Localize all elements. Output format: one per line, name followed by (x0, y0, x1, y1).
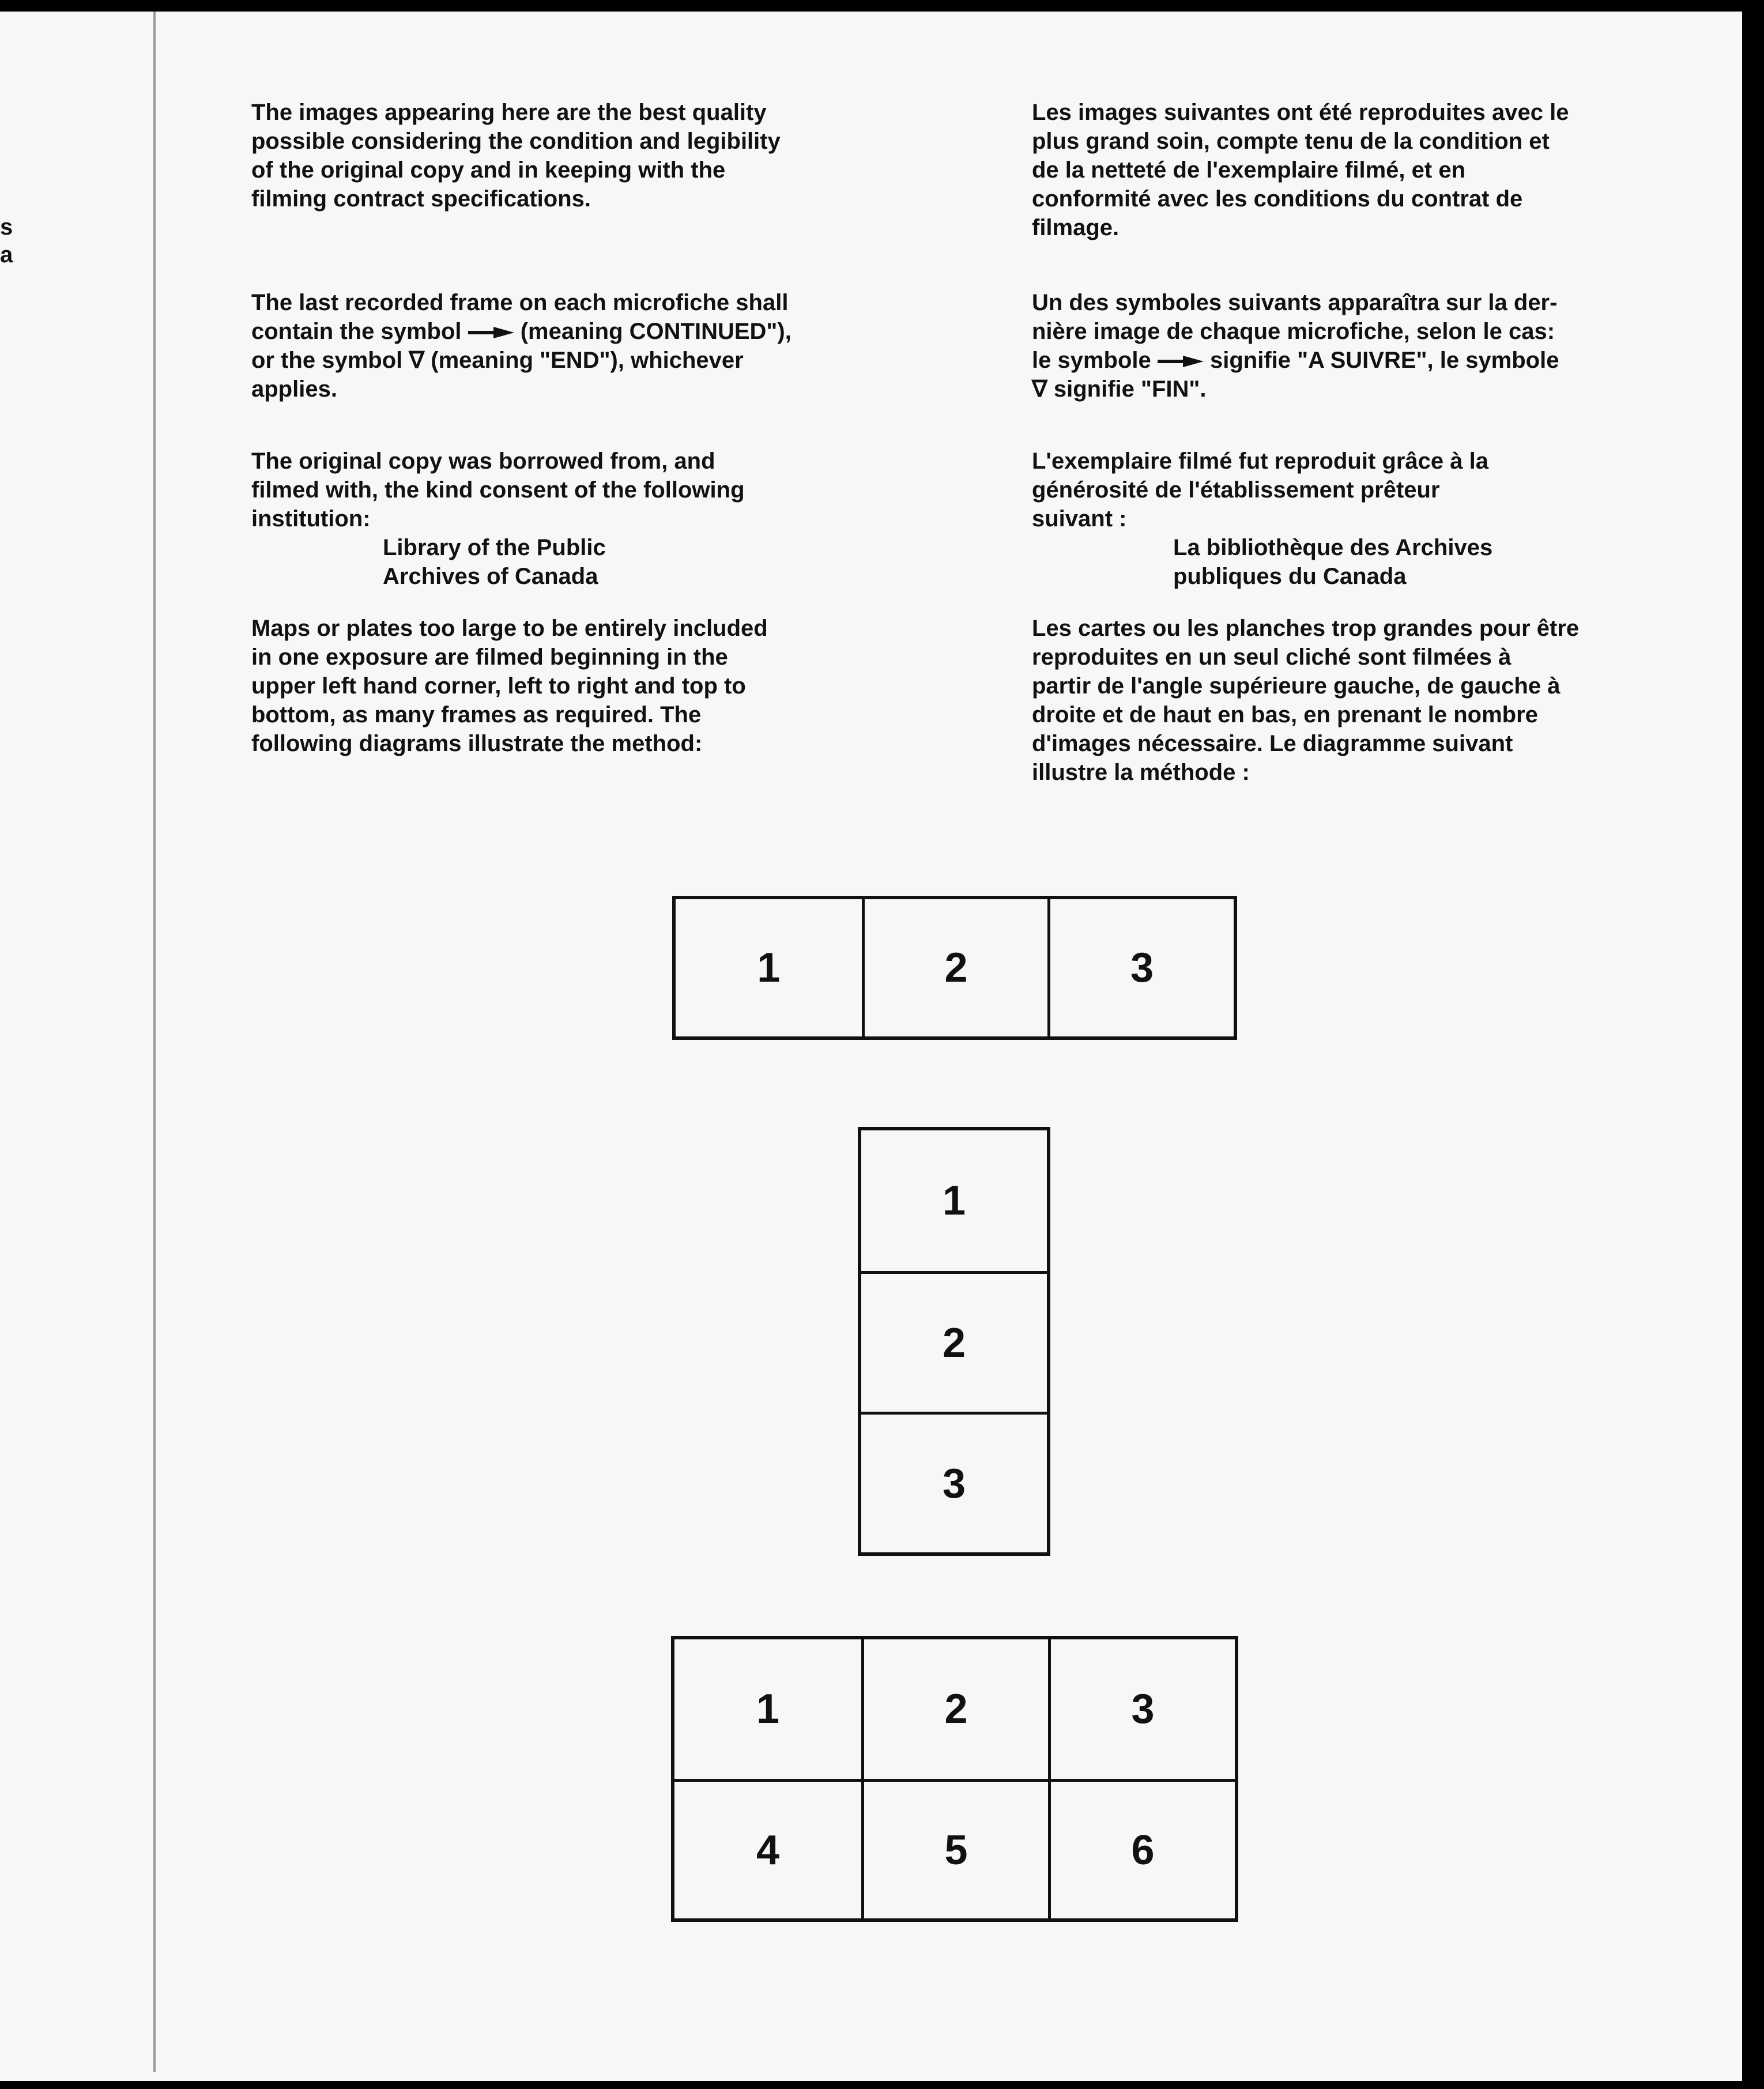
french-consent-paragraph: L'exemplaire filmé fut reproduit grâce à la générosité de l'établissement prêteur suivant : (1032, 448, 1488, 531)
diagram-grid-two-by-three (671, 1636, 1238, 1922)
english-symbol-paragraph (251, 288, 909, 404)
french-symbol-text-b: signifie "A SUIVRE", le symbole ∇ signifie "FIN". (1032, 348, 1559, 402)
frame-cell: 3 (1048, 1639, 1235, 1779)
diagram-column-of-three (858, 1127, 1050, 1556)
continued-arrow-icon (468, 326, 514, 340)
bleed-text-line-1: s (0, 214, 13, 240)
english-symbol-text-a: The last recorded frame on each microfiche shall contain the symbol (251, 290, 789, 344)
frame-cell: 3 (861, 1412, 1047, 1552)
english-symbol-text-b: (meaning CONTINUED"), or the symbol ∇ (meaning "END"), whichever applies. (251, 319, 791, 402)
bleed-text-line-2: a (0, 242, 13, 267)
frame-cell: 2 (861, 1639, 1048, 1779)
frame-cell: 4 (674, 1779, 861, 1918)
continued-arrow-icon (1158, 355, 1204, 368)
frame-cell: 6 (1048, 1779, 1235, 1918)
french-maps-paragraph: Les cartes ou les planches trop grandes pour être reproduites en un seul cliché sont filmées à partir de l'angle supérieure gauche, de gauche à droite et de haut en bas, en prenant le nombre d'images nécessaire. Le diagramme suivant illustre la méthode : (1032, 616, 1580, 785)
french-quality-paragraph: Les images suivantes ont été reproduites avec le plus grand soin, compte tenu de la condition et de la netteté de l'exemplaire filmé, et en conformité avec les conditions du contrat de filmage. (1032, 100, 1569, 240)
frame-cell: 1 (942, 1178, 966, 1224)
english-quality-paragraph: The images appearing here are the best quality possible considering the condition and legibility of the original copy and in keeping with the filming contract specifications. (251, 100, 781, 212)
page-fold-line (153, 12, 156, 2072)
frame-cell: 5 (861, 1779, 1048, 1918)
frame-cell: 2 (862, 899, 1048, 1036)
french-institution-name: La bibliothèque des Archives publiques du Canada (1173, 535, 1493, 589)
frame-cell: 1 (756, 1686, 780, 1732)
frame-cell: 1 (757, 945, 781, 991)
english-institution-name: Library of the Public Archives of Canada (383, 535, 606, 589)
french-symbol-paragraph (1032, 288, 1712, 404)
english-maps-paragraph: Maps or plates too large to be entirely included in one exposure are filmed beginning in the upper left hand corner, left to right and top to bottom, as many frames as required. The following diagrams illustrate the method: (251, 616, 768, 756)
diagram-row-of-three (672, 896, 1237, 1040)
french-symbol-text-a: Un des symboles suivants apparaîtra sur la der- nière image de chaque microfiche, selon le cas: le symbole (1032, 290, 1558, 373)
frame-cell: 2 (861, 1271, 1047, 1412)
frame-cell: 3 (1047, 899, 1234, 1036)
english-consent-paragraph: The original copy was borrowed from, and filmed with, the kind consent of the following institution: (251, 448, 745, 531)
